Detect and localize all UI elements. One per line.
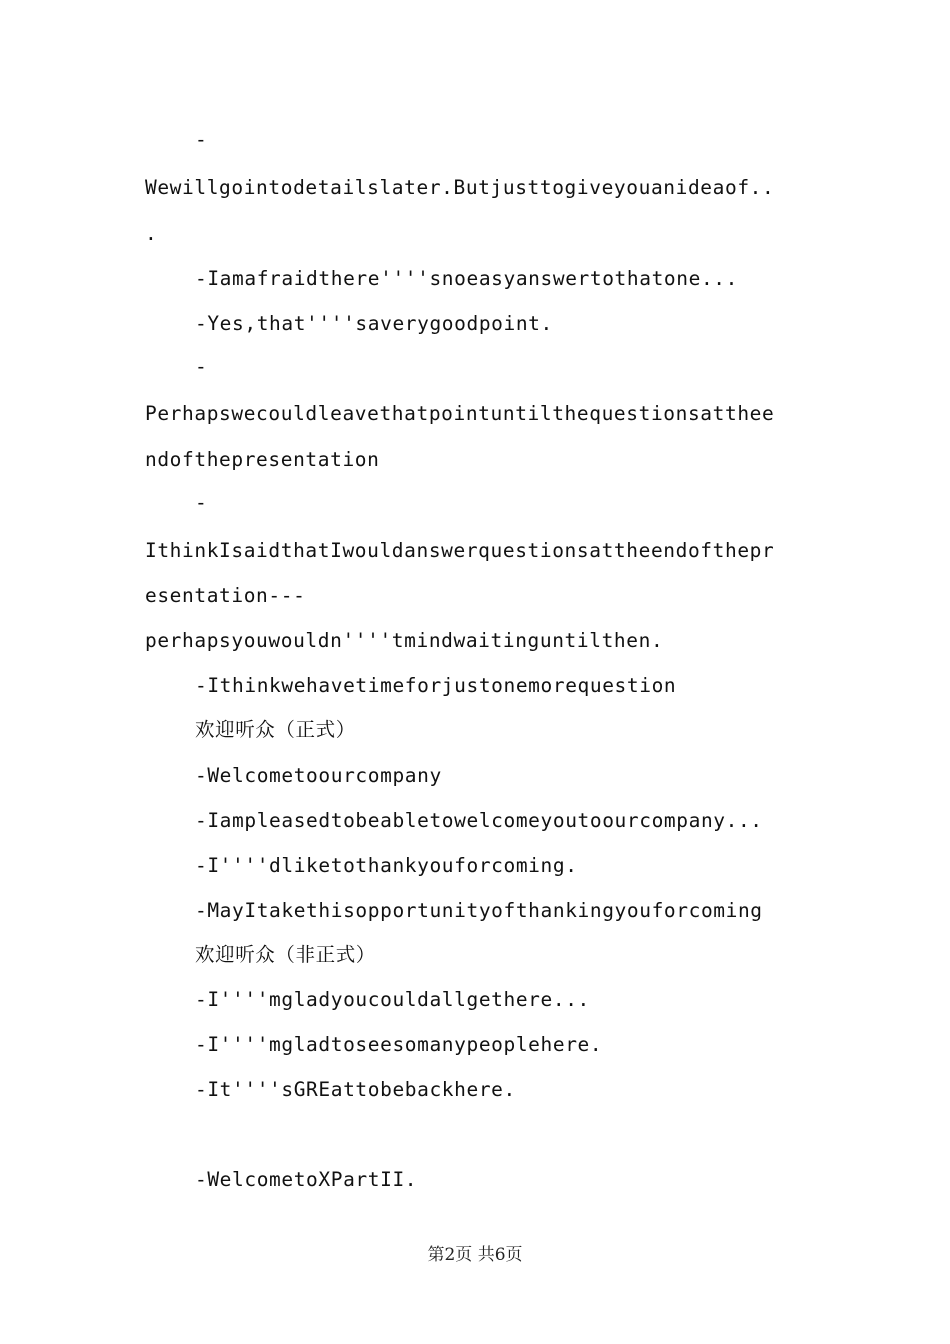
text-line: -Welcometoourcompany — [195, 764, 442, 787]
text-line: - — [195, 355, 208, 378]
text-line: -Yes,that''''saverygoodpoint. — [195, 312, 553, 335]
text-line: -It''''sGREattobebackhere. — [195, 1078, 516, 1101]
text-line: IthinkIsaidthatIwouldanswerquestionsattheendofthepr — [145, 539, 775, 562]
text-line: - — [195, 128, 208, 151]
text-line: -Iampleasedtobeabletowelcomeyoutoourcompany... — [195, 809, 763, 832]
section-heading: 欢迎听众（非正式） — [195, 943, 376, 966]
section-heading: 欢迎听众（正式） — [195, 718, 356, 741]
text-line: ndofthepresentation — [145, 448, 380, 471]
text-line: Wewillgointodetailslater.Butjusttogiveyouanideaof.. — [145, 176, 775, 199]
page-number-footer: 第2页 共6页 — [427, 1245, 523, 1265]
text-line: Perhapswecouldleavethatpointuntilthequestionsatthee — [145, 402, 775, 425]
text-line: -I''''mgladtoseesomanypeoplehere. — [195, 1033, 603, 1056]
text-line: -I''''mgladyoucouldallgethere... — [195, 988, 590, 1011]
text-line: -I''''dliketothankyouforcoming. — [195, 854, 578, 877]
text-line: perhapsyouwouldn''''tmindwaitinguntilthen. — [145, 629, 664, 652]
text-line: esentation--- — [145, 584, 306, 607]
text-line: -MayItakethisopportunityofthankingyouforcoming — [195, 899, 763, 922]
text-line: . — [145, 222, 158, 245]
text-line: -Ithinkwehavetimeforjustonemorequestion — [195, 674, 677, 697]
text-line: - — [195, 491, 208, 514]
text-line: -WelcometoXPartII. — [195, 1168, 418, 1191]
text-line: -Iamafraidthere''''snoeasyanswertothatone... — [195, 267, 738, 290]
